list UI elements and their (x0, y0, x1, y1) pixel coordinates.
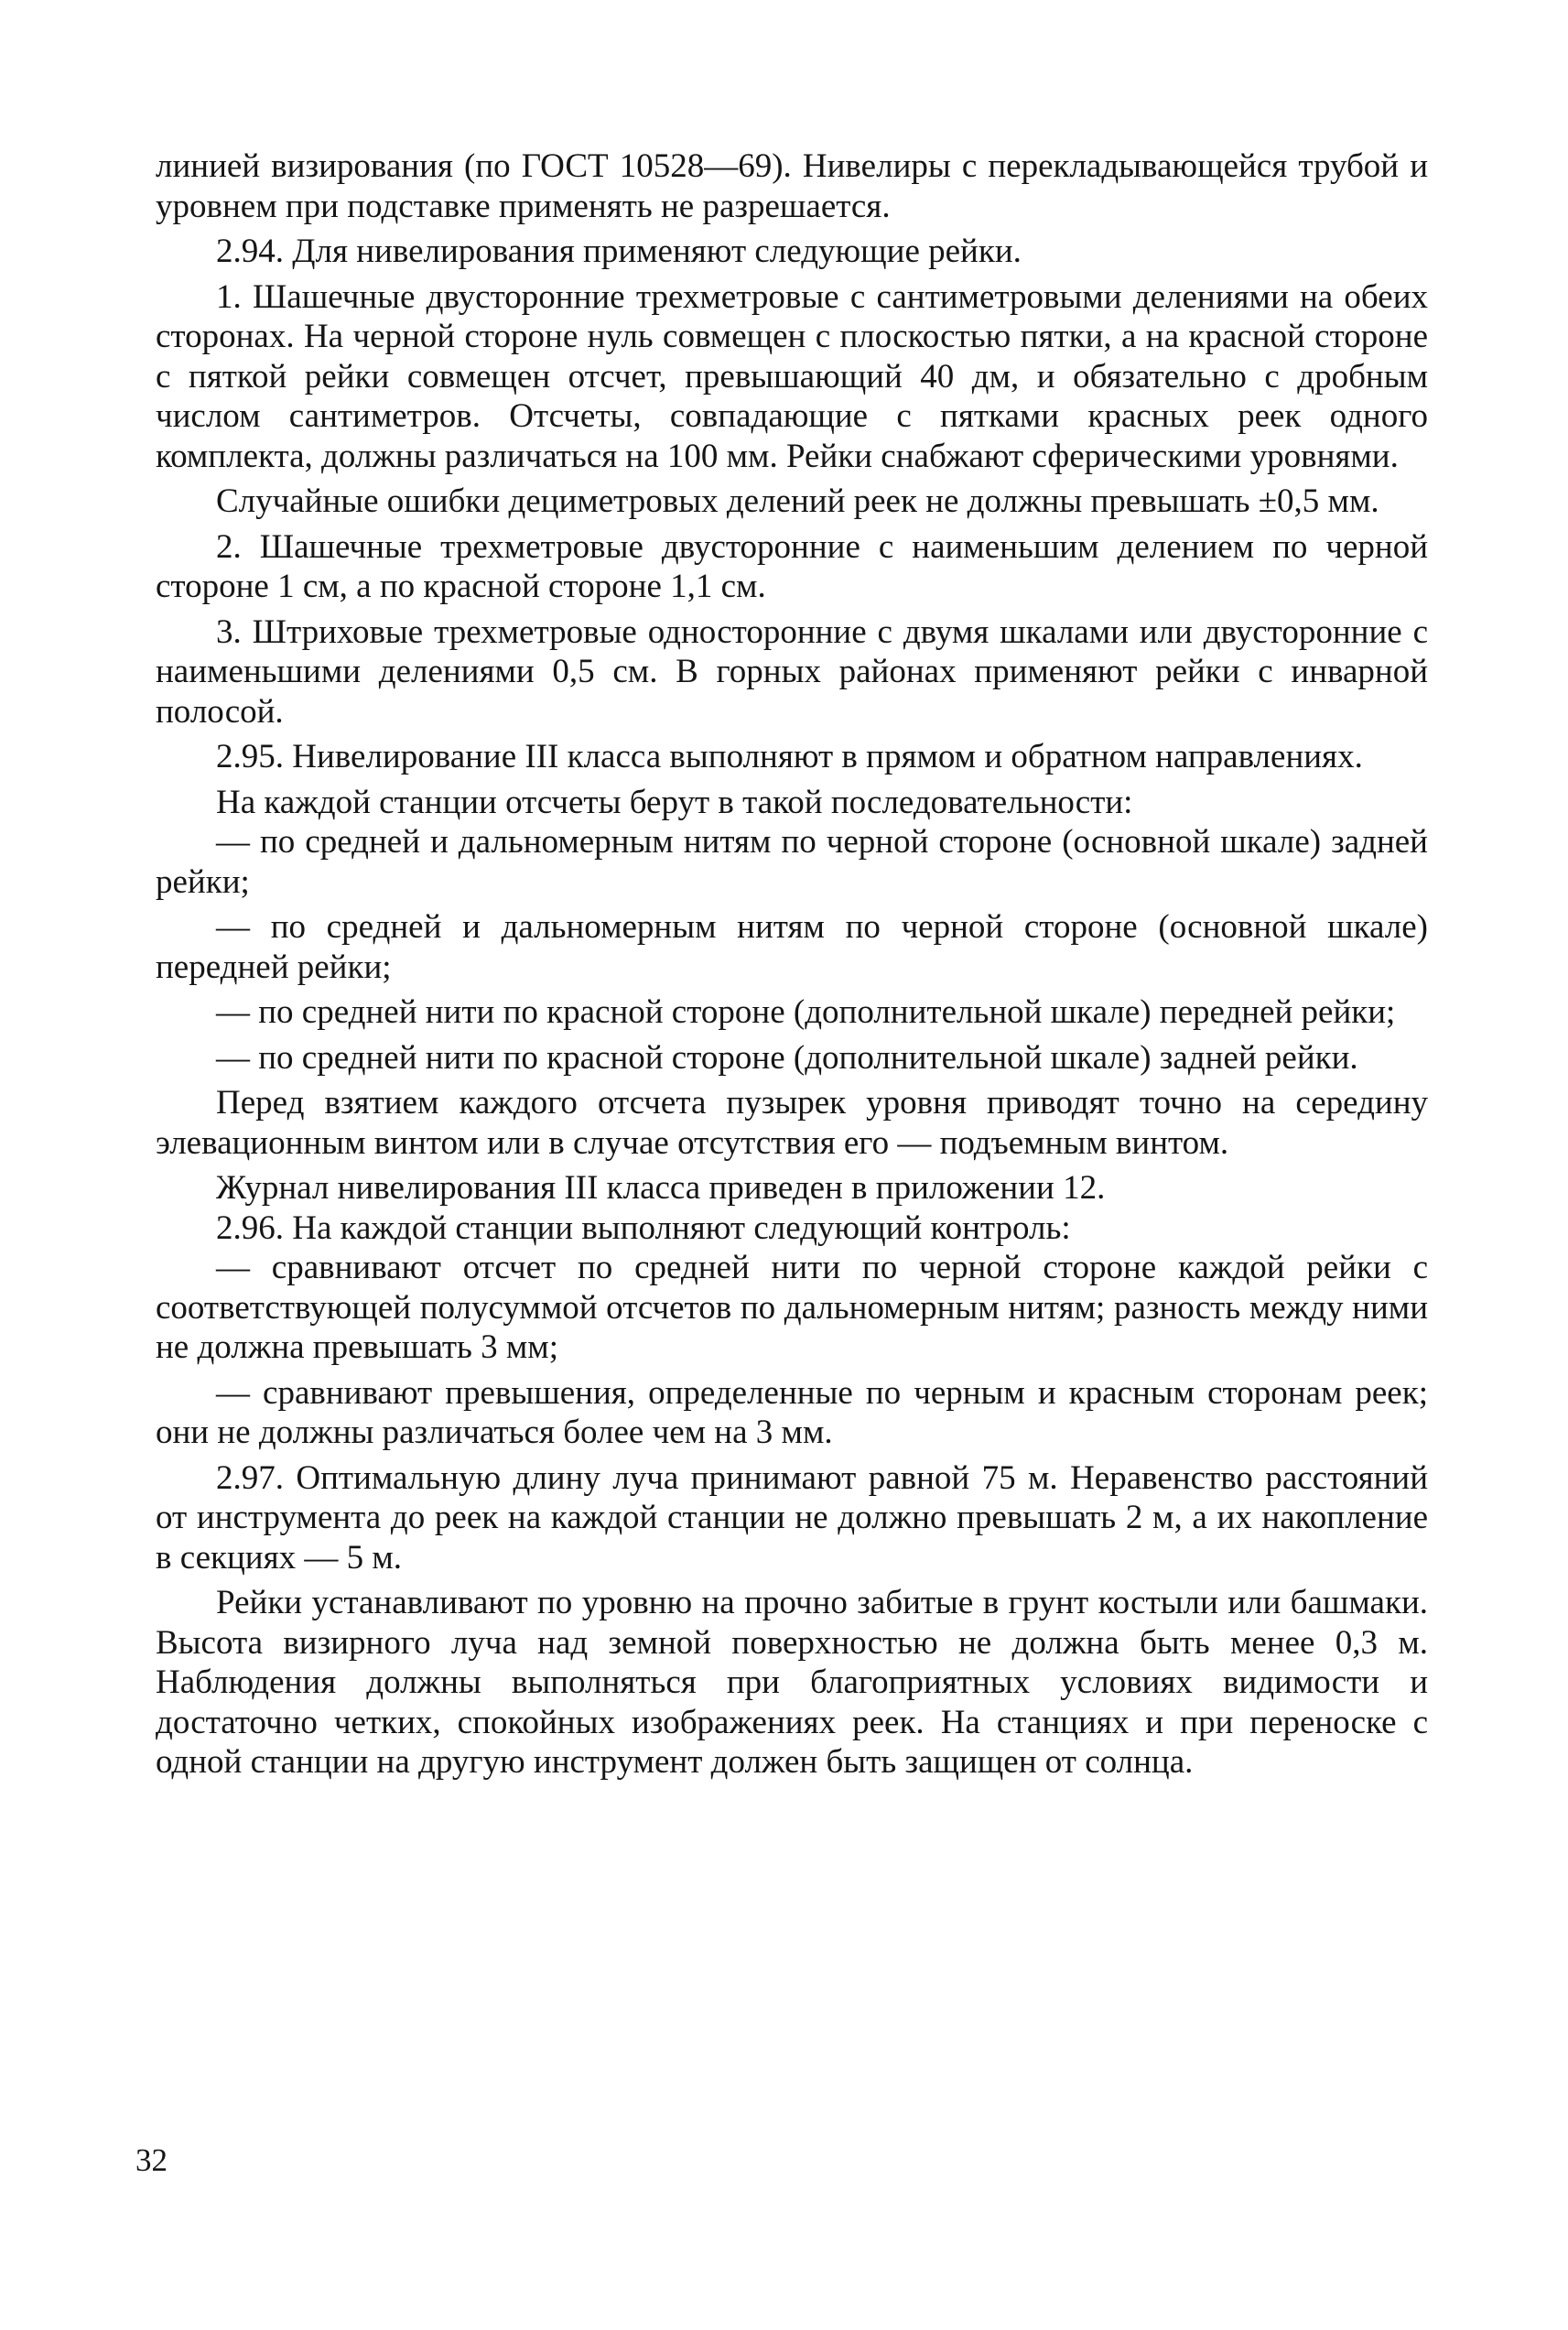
list-item-reading-3: — по средней нити по красной стороне (дополнительной шкале) передней рейки; (216, 993, 1396, 1031)
paragraph-2-94: 2.94. Для нивелирования применяют следующие рейки. (216, 233, 1022, 270)
page-body (156, 146, 1428, 1783)
paragraph-rail-type-2: 2. Шашечные трехметровые двусторонние с наименьшим делением по черной стороне 1 см, а по красной стороне 1,1 см. (156, 527, 1428, 605)
paragraph-reading-order: На каждой станции отсчеты берут в такой последовательности: (216, 783, 1133, 821)
list-item-reading-2: — по средней и дальномерным нитям по черной стороне (основной шкале) передней рейки; (156, 908, 1428, 986)
paragraph-journal-reference: Журнал нивелирования III класса приведен в приложении 12. (216, 1169, 1106, 1207)
paragraph-bubble-level: Перед взятием каждого отсчета пузырек уровня приводят точно на середину элевационным винтом или в случае отсутствия его — подъемным винтом. (156, 1084, 1428, 1162)
paragraph-2-96: 2.96. На каждой станции выполняют следующий контроль: (216, 1208, 1071, 1247)
paragraph-random-errors: Случайные ошибки дециметровых делений реек не должны превышать ±0,5 мм. (216, 482, 1379, 520)
paragraph-2-97: 2.97. Оптимальную длину луча принимают равной 75 м. Неравенство расстояний от инструмента до реек на каждой станции не должно превышать 2 м, а их накопление в секциях — 5 м. (156, 1458, 1428, 1577)
page-number: 32 (135, 2142, 168, 2178)
list-item-reading-4: — по средней нити по красной стороне (дополнительной шкале) задней рейки. (216, 1038, 1358, 1077)
list-item-reading-1: — по средней и дальномерным нитям по черной стороне (основной шкале) задней рейки; (156, 823, 1428, 901)
paragraph-rail-type-3: 3. Штриховые трехметровые односторонние с двумя шкалами или двусторонние с наименьшими делениями 0,5 см. В горных районах применяют рейки с инварной полосой. (156, 612, 1428, 731)
list-item-control-2: — сравнивают превышения, определенные по черным и красным сторонам реек; они не должны различаться более чем на 3 мм. (156, 1373, 1428, 1451)
paragraph-2-95: 2.95. Нивелирование III класса выполняют в прямом и обратном направлениях. (216, 738, 1363, 775)
paragraph-continuation: линией визирования (по ГОСТ 10528—69). Нивелиры с перекладывающейся трубой и уровнем при подставке применять не разрешается. (156, 147, 1428, 225)
paragraph-rail-type-1: 1. Шашечные двусторонние трехметровые с сантиметровыми делениями на обеих сторонах. На черной стороне нуль совмещен с плоскостью пятки, а на красной стороне с пяткой рейки совмещен отсчет, превышающий 40 дм, и обязательно с дробным числом сантиметров. Отсчеты, совпадающие с пятками красных реек одного комплекта, должны различаться на 100 мм. Рейки снабжают сферическими уровнями. (156, 277, 1428, 475)
paragraph-rail-setup: Рейки устанавливают по уровню на прочно забитые в грунт костыли или башмаки. Высота визирного луча над земной поверхностью не должна быть менее 0,3 м. Наблюдения должны выполняться при благоприятных условиях видимости и достаточно четких, спокойных изображениях реек. На станциях и при переноске с одной станции на другую инструмент должен быть защищен от солнца. (156, 1584, 1428, 1781)
list-item-control-1: — сравнивают отсчет по средней нити по черной стороне каждой рейки с соответствующей полусуммой отсчетов по дальномерным нитям; разность между ними не должна превышать 3 мм; (156, 1249, 1428, 1366)
